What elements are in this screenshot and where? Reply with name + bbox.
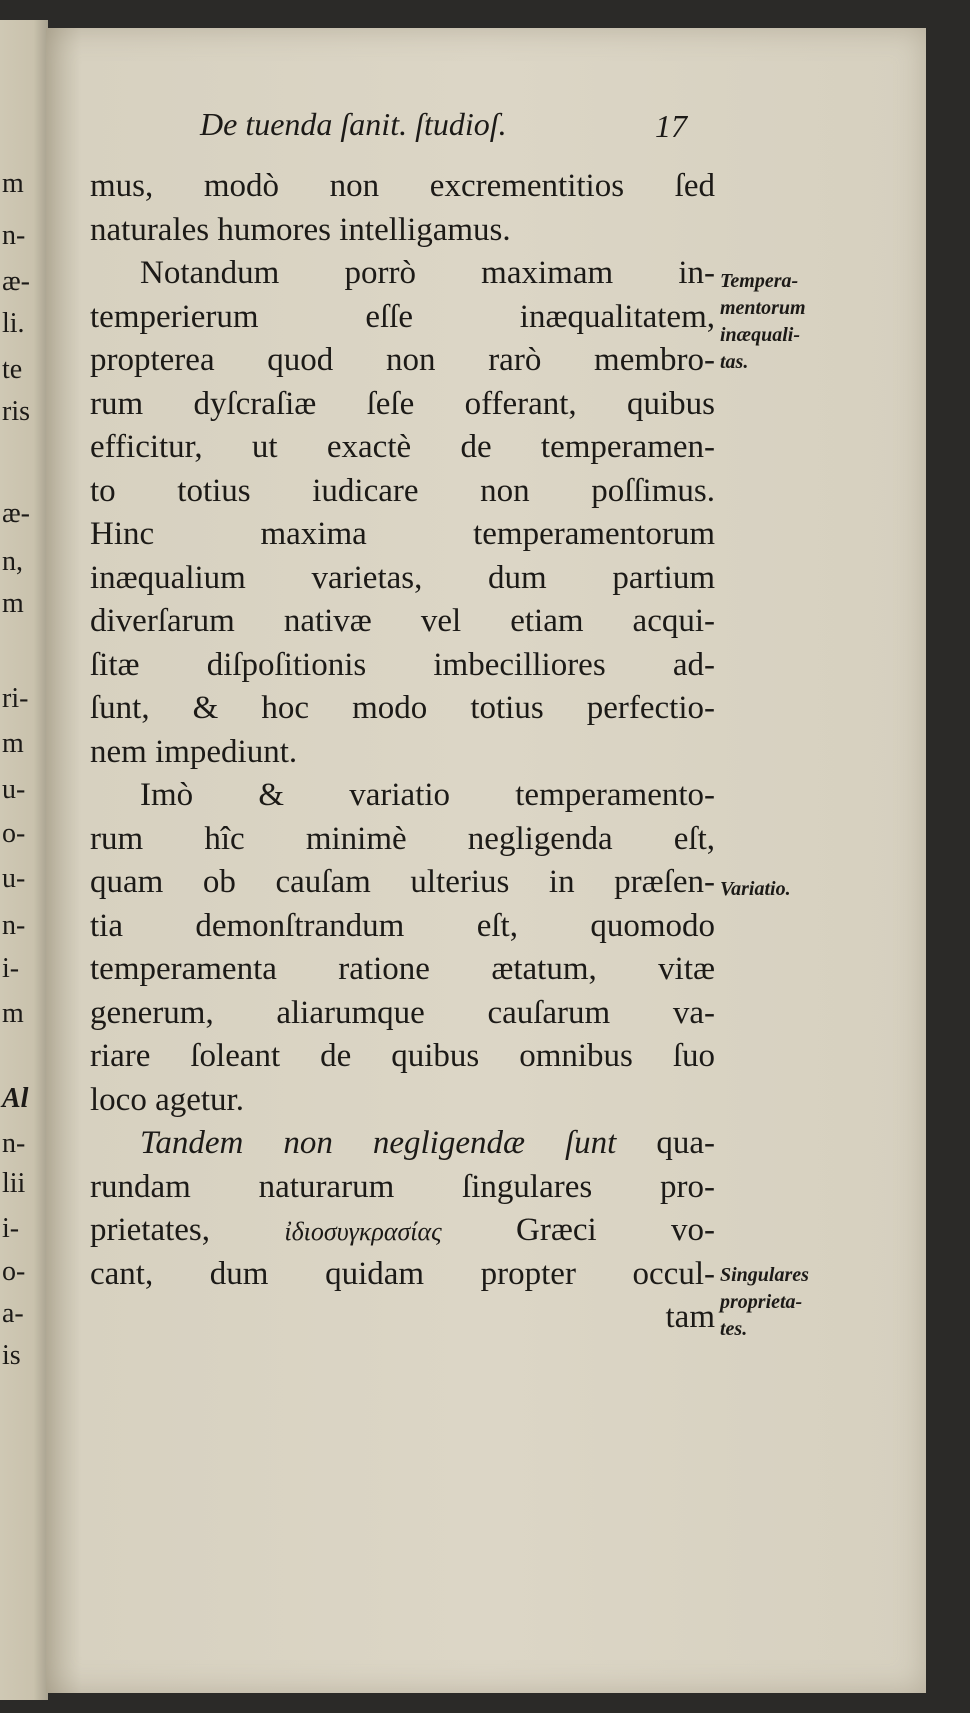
- fragment-line: m: [2, 168, 24, 199]
- text-line: Notandum porrò maximam in-: [140, 255, 715, 291]
- fragment-line: n,: [2, 546, 23, 577]
- fragment-line: ri-: [2, 683, 29, 714]
- text-line: [90, 1209, 715, 1253]
- margin-line: mentorum: [720, 297, 806, 319]
- margin-line: tas.: [720, 351, 749, 373]
- text-line: tia demonſtrandum eſt, quomodo: [90, 907, 715, 944]
- margin-note-temperamentorum: [720, 268, 806, 376]
- text-line: rum dyſcraſiæ ſeſe offerant, quibus: [90, 385, 715, 422]
- margin-note-variatio: [720, 876, 791, 903]
- fragment-line: i-: [2, 953, 20, 984]
- fragment-line: i-: [2, 1213, 20, 1244]
- text-line: Imò & variatio temperamento-: [140, 777, 715, 813]
- body-text: [90, 165, 715, 1340]
- fragment-line: æ-: [2, 266, 30, 297]
- fragment-line: m: [2, 728, 24, 759]
- margin-line: Variatio.: [720, 878, 791, 900]
- text-line: inæqualium varietas, dum partium: [90, 559, 715, 596]
- fragment-line: n-: [2, 910, 26, 941]
- fragment-line: æ-: [2, 498, 30, 529]
- text-line: [90, 1122, 715, 1166]
- margin-line: tes.: [720, 1318, 748, 1340]
- fragment-line: o-: [2, 1256, 26, 1287]
- running-head: De tuenda ſanit. ſtudioſ.: [200, 106, 507, 142]
- text-line: ſunt, & hoc modo totius perfectio-: [90, 690, 715, 726]
- text-line: generum, aliarumque cauſarum va-: [90, 994, 715, 1031]
- page-number: 17: [655, 108, 687, 144]
- text-line: cant, dum quidam propter occul-: [90, 1255, 715, 1292]
- text-line: rum hîc minimè negligenda eſt,: [90, 820, 715, 857]
- italic-phrase: Tandem non negligendæ ſunt: [140, 1125, 617, 1161]
- margin-line: proprieta-: [720, 1291, 803, 1313]
- fragment-line: te: [2, 354, 23, 385]
- fragment-line: li.: [2, 308, 25, 339]
- text-line: quam ob cauſam ulterius in præſen-: [90, 864, 715, 900]
- text-line: nem impediunt.: [90, 733, 298, 770]
- margin-note-singulares: [720, 1262, 809, 1343]
- margin-line: Singulares: [720, 1264, 809, 1286]
- margin-line: inæquali-: [720, 324, 801, 346]
- fragment-line: lii: [2, 1168, 26, 1199]
- fragment-line: a-: [2, 1298, 24, 1329]
- text-line: naturales humores intelligamus.: [90, 211, 511, 248]
- fragment-line: m: [2, 588, 24, 619]
- text-span: prietates,: [90, 1212, 285, 1248]
- text-span: qua-: [616, 1125, 715, 1161]
- text-line: ſitæ diſpoſitionis imbecilliores ad-: [90, 646, 715, 683]
- margin-line: Tempera-: [720, 270, 799, 292]
- text-line: mus, modò non excrementitios ſed: [90, 168, 715, 204]
- text-line: Hinc maxima temperamentorum: [90, 516, 715, 552]
- text-line: propterea quod non rarò membro-: [90, 342, 715, 378]
- fragment-line: u-: [2, 774, 26, 805]
- text-line: efficitur, ut exactè de temperamen-: [90, 429, 715, 465]
- greek-word: ἰδιοσυγκρασίας: [284, 1217, 442, 1246]
- text-span: Græci vo-: [441, 1212, 715, 1248]
- fragment-line: n-: [2, 1128, 26, 1159]
- fragment-line: ris: [2, 396, 30, 427]
- fragment-line: u-: [2, 863, 26, 894]
- text-line: temperamenta ratione ætatum, vitæ: [90, 951, 715, 987]
- fragment-line: n-: [2, 220, 26, 251]
- text-line: temperierum eſſe inæqualitatem,: [90, 298, 715, 335]
- text-line: rundam naturarum ſingulares pro-: [90, 1168, 715, 1205]
- text-line: tam: [665, 1299, 715, 1335]
- fragment-line: o-: [2, 818, 26, 849]
- text-line: riare ſoleant de quibus omnibus ſuo: [90, 1038, 715, 1074]
- text-line: diverſarum nativæ vel etiam acqui-: [90, 603, 715, 639]
- fragment-line: is: [2, 1340, 21, 1371]
- fragment-line: m: [2, 998, 24, 1029]
- text-line: to totius iudicare non poſſimus.: [90, 472, 715, 509]
- fragment-line: Al: [2, 1083, 29, 1114]
- text-line: loco agetur.: [90, 1081, 244, 1118]
